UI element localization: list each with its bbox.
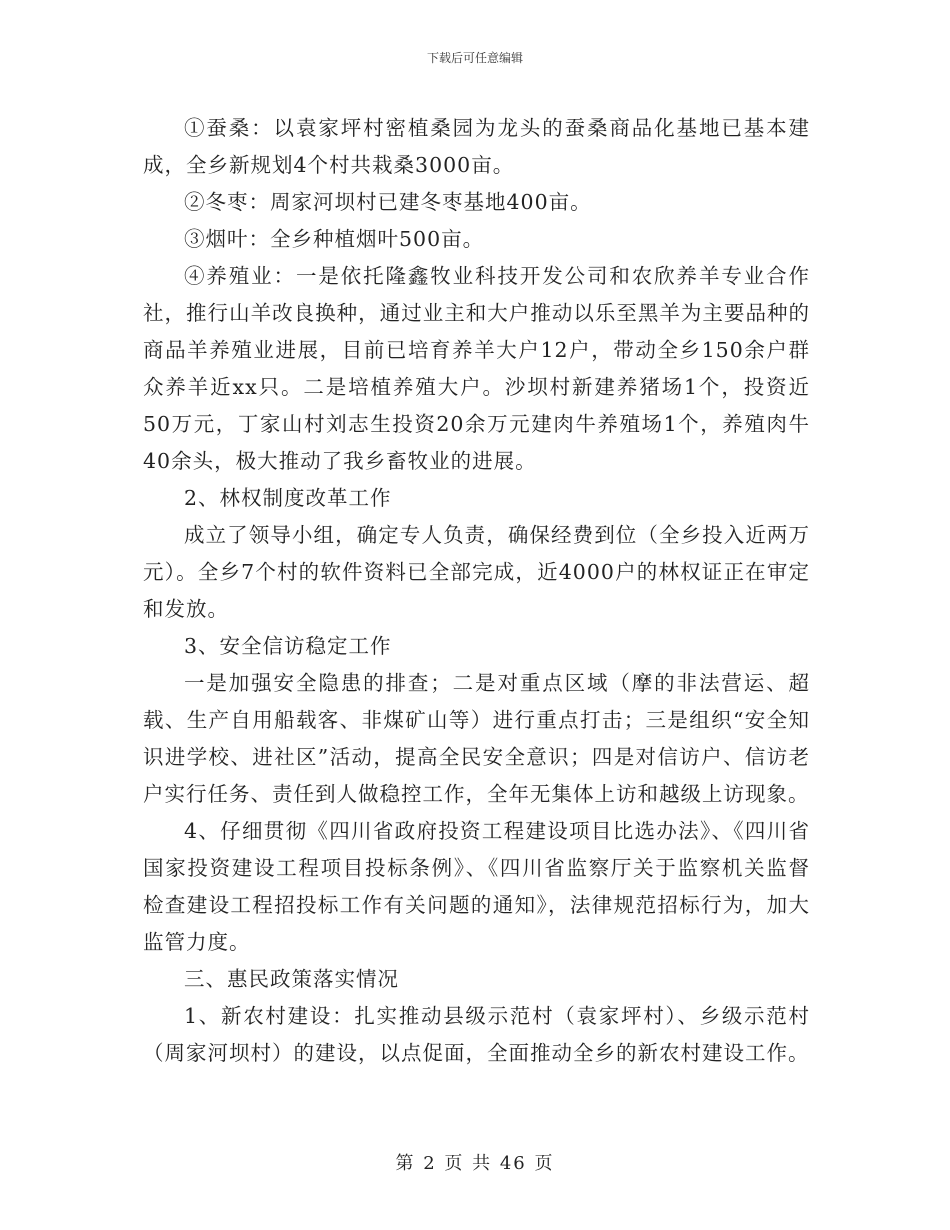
section-heading-forest-reform: 2、林权制度改革工作 — [184, 486, 392, 510]
paragraph-jujube: ②冬枣：周家河坝村已建冬枣基地400亩。 — [184, 190, 592, 214]
paragraph-silk: ①蚕桑：以袁家坪村密植桑园为龙头的蚕桑商品化基地已基本建成，全乡新规划4个村共栽桑3000亩。 — [143, 116, 810, 177]
paragraph-forest-reform: 成立了领导小组，确定专人负责，确保经费到位（全乡投入近两万元）。全乡7个村的软件资料已全部完成，近4000户的林权证正在审定和发放。 — [143, 523, 810, 621]
document-body — [143, 110, 810, 1072]
page-header: 下载后可任意编辑 — [426, 51, 523, 65]
section-heading-safety: 3、安全信访稳定工作 — [184, 634, 392, 658]
paragraph-livestock: ④养殖业：一是依托隆鑫牧业科技开发公司和农欣养羊专业合作社，推行山羊改良换种，通过业主和大户推动以乐至黑羊为主要品种的商品羊养殖业进展，目前已培育养羊大户12户，带动全乡150余户群众养羊近xx只。二是培植养殖大户。沙坝村新建养猪场1个，投资近50万元，丁家山村刘志生投资20余万元建肉牛养殖场1个，养殖肉牛40余头，极大推动了我乡畜牧业的进展。 — [143, 264, 810, 473]
paragraph-regulations: 4、仔细贯彻《四川省政府投资工程建设项目比选办法》、《四川省国家投资建设工程项目投标条例》、《四川省监察厅关于监察机关监督检查建设工程招投标工作有关问题的通知》，法律规范招标行为，加大监管力度。 — [143, 819, 810, 954]
section-heading-policies: 三、惠民政策落实情况 — [184, 967, 399, 991]
paragraph-safety: 一是加强安全隐患的排查；二是对重点区域（摩的非法营运、超载、生产自用船载客、非煤矿山等）进行重点打击；三是组织“安全知识进学校、进社区”活动，提高全民安全意识；四是对信访户、信访老户实行任务、责任到人做稳控工作，全年无集体上访和越级上访现象。 — [143, 671, 810, 806]
page-number-footer: 第 2 页 共 46 页 — [395, 1153, 555, 1174]
paragraph-new-village: 1、新农村建设：扎实推动县级示范村（袁家坪村）、乡级示范村（周家河坝村）的建设，以点促面，全面推动全乡的新农村建设工作。 — [143, 1004, 810, 1065]
paragraph-tobacco: ③烟叶：全乡种植烟叶500亩。 — [184, 227, 485, 251]
